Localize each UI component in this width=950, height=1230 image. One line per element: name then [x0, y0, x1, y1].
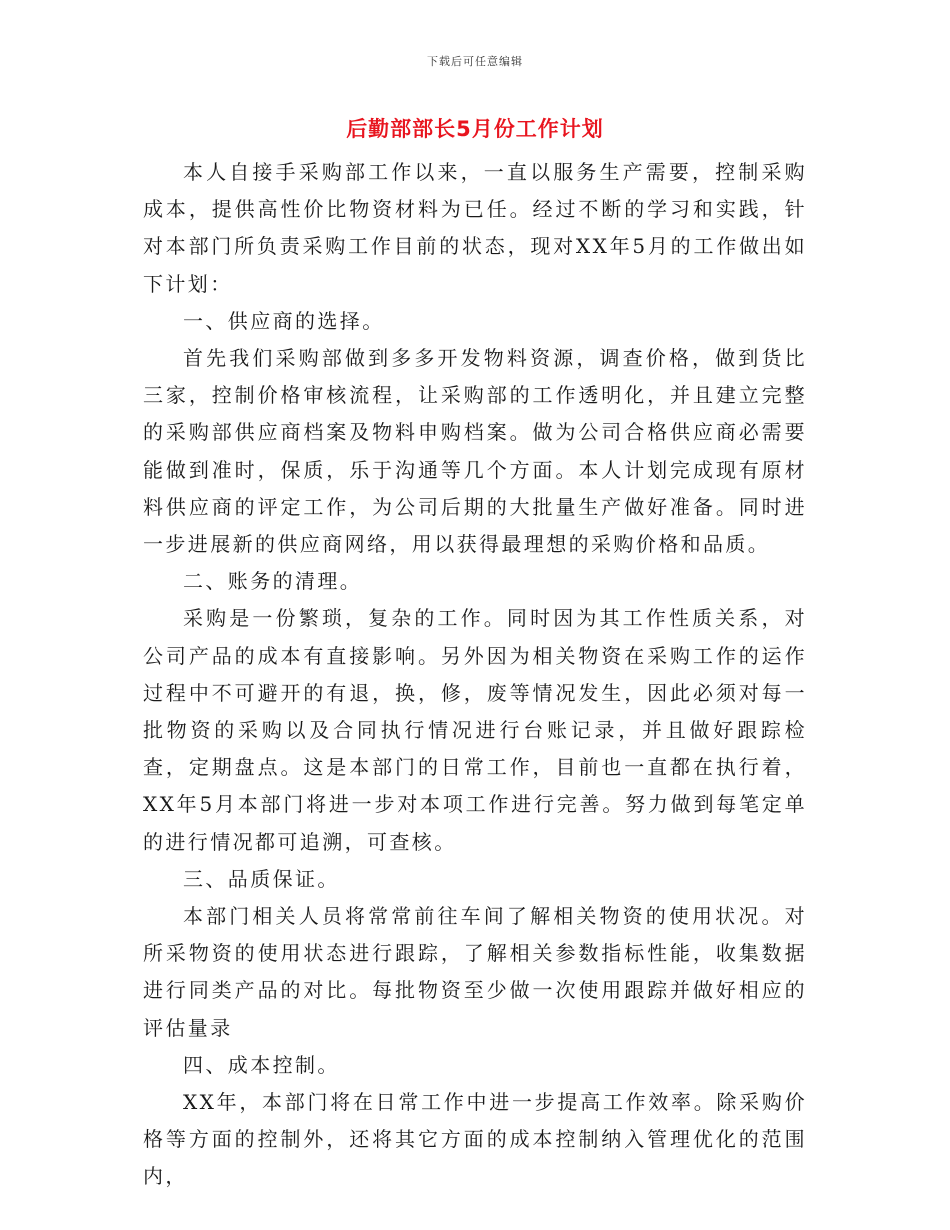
- paragraph-accounts: 采购是一份繁琐，复杂的工作。同时因为其工作性质关系，对公司产品的成本有直接影响。另外因为相关物资在采购工作的运作过程中不可避开的有退，换，修，废等情况发生，因此必须对每一批物资的采购以及合同执行情况进行台账记录，并且做好跟踪检查，定期盘点。这是本部门的日常工作，目前也一直都在执行着，XX年5月本部门将进一步对本项工作进行完善。努力做到每笔定单的进行情况都可追溯，可查核。: [143, 606, 807, 854]
- paragraph-quality: 本部门相关人员将常常前往车间了解相关物资的使用状况。对所采物资的使用状态进行跟踪，了解相关参数指标性能，收集数据进行同类产品的对比。每批物资至少做一次使用跟踪并做好相应的评估量录: [143, 904, 807, 1040]
- paragraph-cost: XX年，本部门将在日常工作中进一步提高工作效率。除采购价格等方面的控制外，还将其它方面的成本控制纳入管理优化的范围内，: [143, 1090, 807, 1189]
- paragraph-intro: 本人自接手采购部工作以来，一直以服务生产需要，控制采购成本，提供高性价比物资材料为已任。经过不断的学习和实践，针对本部门所负责采购工作目前的状态，现对XX年5月的工作做出如下计划：: [143, 160, 807, 296]
- paragraph-suppliers: 首先我们采购部做到多多开发物料资源，调查价格，做到货比三家，控制价格审核流程，让采购部的工作透明化，并且建立完整的采购部供应商档案及物料申购档案。做为公司合格供应商必需要能做到准时，保质，乐于沟通等几个方面。本人计划完成现有原材料供应商的评定工作，为公司后期的大批量生产做好准备。同时进一步进展新的供应商网络，用以获得最理想的采购价格和品质。: [143, 346, 807, 557]
- page-header-note: 下载后可任意编辑: [427, 55, 523, 68]
- section-heading-suppliers: 一、供应商的选择。: [183, 308, 385, 333]
- document-title: 后勤部部长5月份工作计划: [346, 117, 604, 141]
- section-heading-accounts: 二、账务的清理。: [183, 569, 363, 594]
- section-heading-quality: 三、品质保证。: [183, 866, 340, 891]
- section-heading-cost: 四、成本控制。: [183, 1052, 340, 1077]
- document-body: [143, 154, 807, 1196]
